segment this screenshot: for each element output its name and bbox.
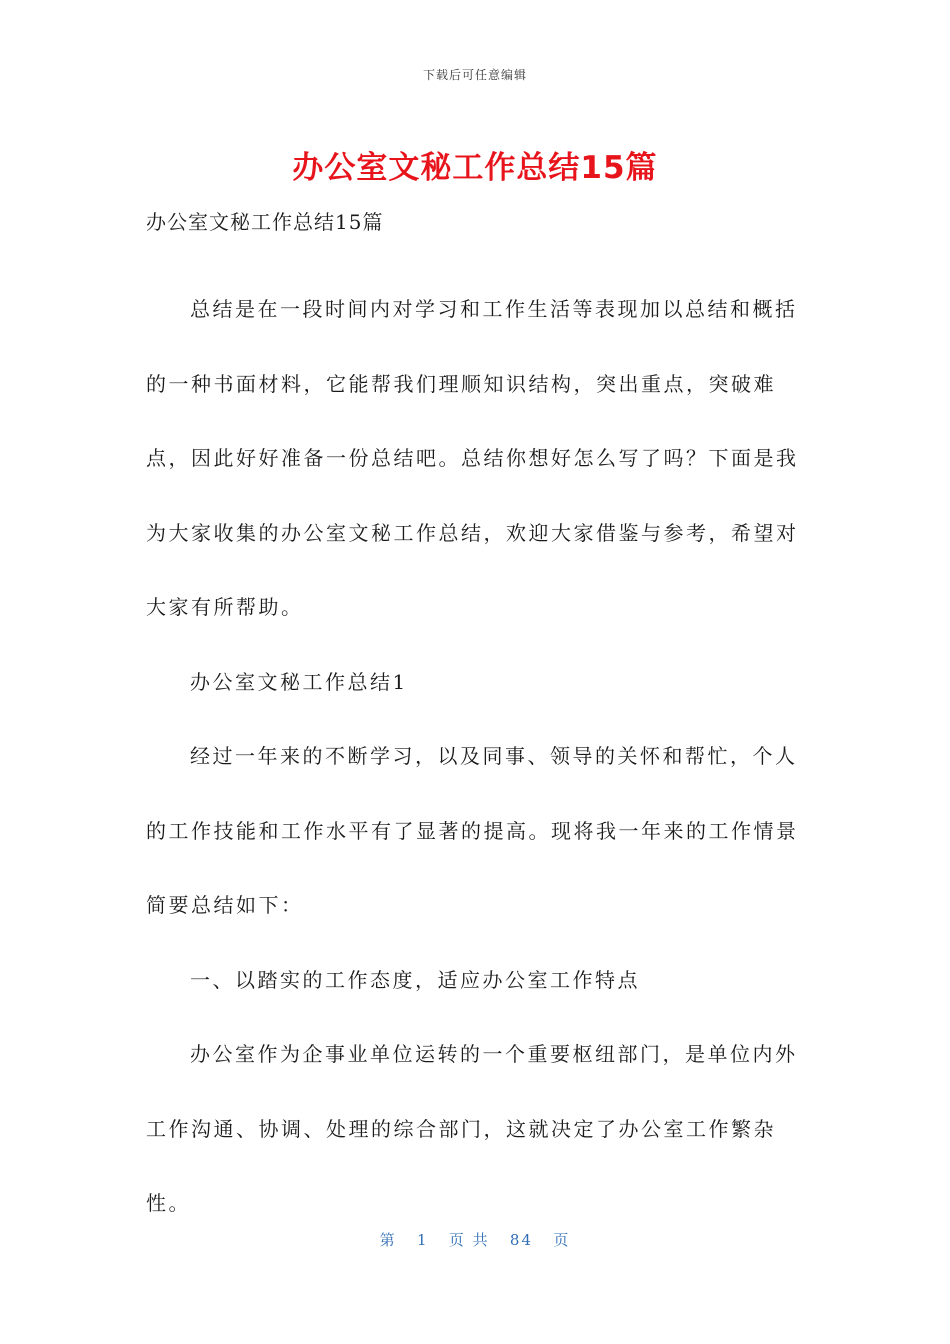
- footer-middle: 页 共: [448, 1231, 490, 1249]
- footer-prefix: 第: [379, 1231, 397, 1249]
- footer-suffix: 页: [553, 1231, 571, 1249]
- section-heading-work-attitude: 一、以踏实的工作态度，适应办公室工作特点: [190, 967, 640, 992]
- footer-current-page: 1: [416, 1231, 429, 1249]
- document-title: 办公室文秘工作总结15篇: [292, 150, 658, 186]
- document-body: [146, 272, 806, 1241]
- page-footer: [0, 1229, 950, 1250]
- document-subtitle: 办公室文秘工作总结15篇: [146, 210, 384, 234]
- footer-total-pages: 84: [509, 1231, 534, 1249]
- paragraph-summary: 经过一年来的不断学习，以及同事、领导的关怀和帮忙，个人的工作技能和工作水平有了显著的提高。现将我一年来的工作情景简要总结如下：: [146, 744, 799, 917]
- paragraph-intro: 总结是在一段时间内对学习和工作生活等表现加以总结和概括的一种书面材料，它能帮我们理顺知识结构，突出重点，突破难点，因此好好准备一份总结吧。总结你想好怎么写了吗？下面是我为大家收集的办公室文秘工作总结，欢迎大家借鉴与参考，希望对大家有所帮助。: [146, 297, 799, 619]
- section-heading-1: 办公室文秘工作总结1: [190, 669, 408, 694]
- header-note: 下载后可任意编辑: [422, 68, 527, 82]
- paragraph-office-role: 办公室作为企事业单位运转的一个重要枢纽部门，是单位内外工作沟通、协调、处理的综合部门，这就决定了办公室工作繁杂性。: [146, 1042, 798, 1215]
